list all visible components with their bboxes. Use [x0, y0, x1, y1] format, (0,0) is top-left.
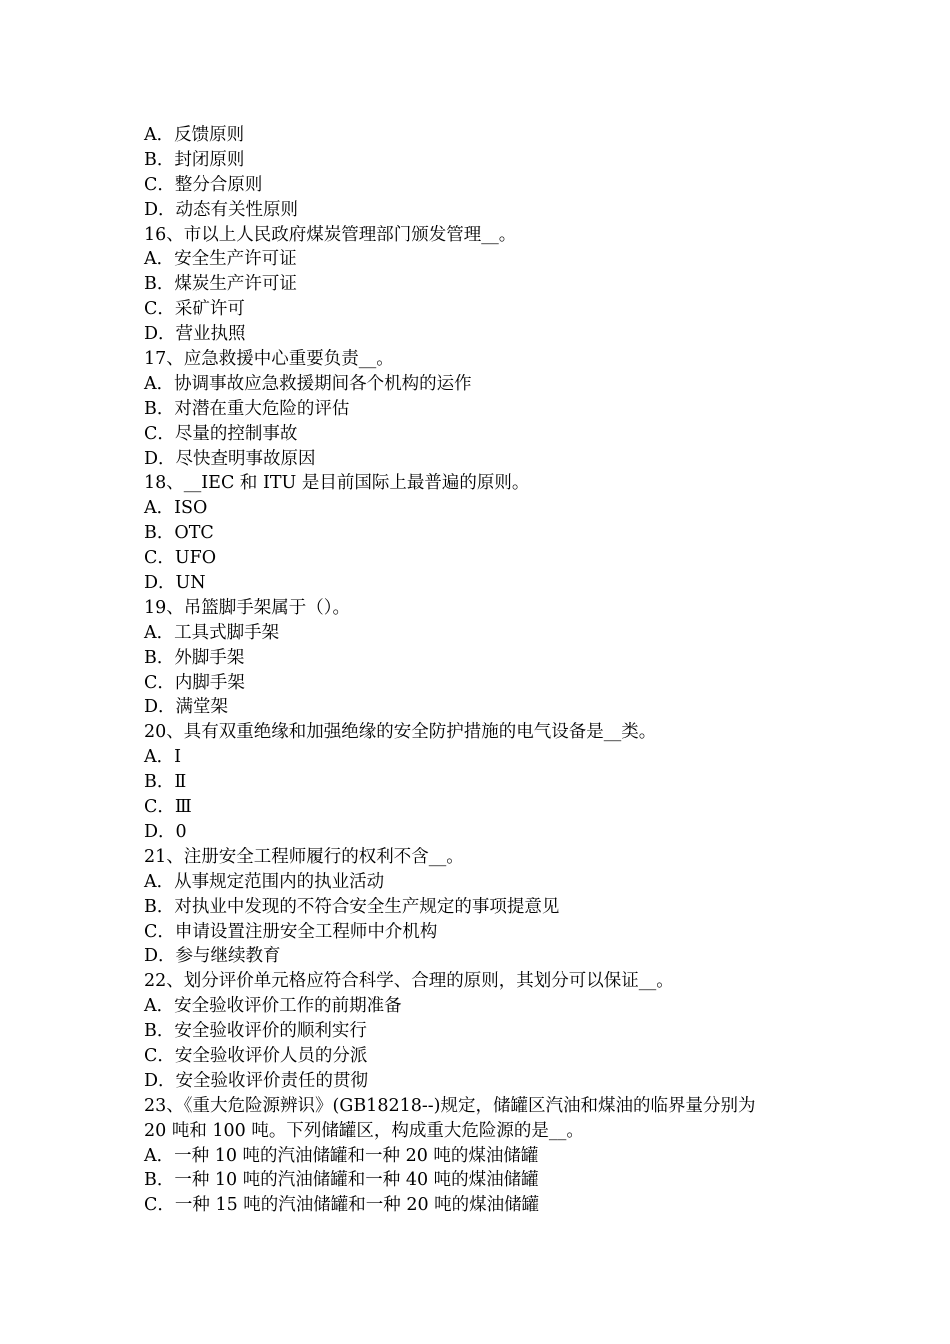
option-line: C．整分合原则: [144, 174, 263, 195]
option-line: B．Ⅱ: [144, 772, 187, 793]
option-line: D．参与继续教育: [144, 946, 281, 967]
option-line: B．OTC: [144, 523, 214, 544]
question-23-line-2: 20 吨和 100 吨。下列储罐区，构成重大危险源的是__。: [144, 1120, 584, 1141]
option-line: B．外脚手架: [144, 647, 245, 668]
option-line: C．UFO: [144, 548, 217, 569]
option-line: B．煤炭生产许可证: [144, 274, 297, 295]
question-19: 19、吊篮脚手架属于（）。: [144, 597, 351, 618]
option-line: C．Ⅲ: [144, 797, 192, 818]
option-line: B．对执业中发现的不符合安全生产规定的事项提意见: [144, 896, 560, 917]
option-line: C．一种 15 吨的汽油储罐和一种 20 吨的煤油储罐: [144, 1195, 540, 1216]
option-line: C．采矿许可: [144, 299, 245, 320]
option-line: C．内脚手架: [144, 672, 245, 693]
option-line: A．从事规定范围内的执业活动: [144, 871, 385, 892]
option-line: B．安全验收评价的顺利实行: [144, 1021, 367, 1042]
option-line: A．安全生产许可证: [144, 249, 297, 270]
option-line: B．对潜在重大危险的评估: [144, 398, 350, 419]
option-line: A．ISO: [144, 498, 208, 519]
option-line: A．Ⅰ: [144, 747, 182, 768]
option-line: D．安全验收评价责任的贯彻: [144, 1070, 369, 1091]
option-line: A．一种 10 吨的汽油储罐和一种 20 吨的煤油储罐: [144, 1145, 539, 1166]
option-line: B．封闭原则: [144, 149, 245, 170]
option-line: D．0: [144, 821, 187, 842]
option-line: D．尽快查明事故原因: [144, 448, 316, 469]
document-body: [144, 123, 824, 1218]
question-17: 17、应急救援中心重要负责__。: [144, 349, 394, 370]
option-line: A．协调事故应急救援期间各个机构的运作: [144, 373, 472, 394]
question-22: 22、划分评价单元格应符合科学、合理的原则，其划分可以保证__。: [144, 971, 674, 992]
option-line: D．UN: [144, 573, 206, 594]
question-20: 20、具有双重绝缘和加强绝缘的安全防护措施的电气设备是__类。: [144, 722, 657, 743]
question-16: 16、市以上人民政府煤炭管理部门颁发管理__。: [144, 224, 517, 245]
question-21: 21、注册安全工程师履行的权利不含__。: [144, 846, 464, 867]
question-23-line-1: 23、《重大危险源辨识》(GB18218--)规定，储罐区汽油和煤油的临界量分别为: [144, 1095, 756, 1116]
question-18: 18、__IEC 和 ITU 是目前国际上最普遍的原则。: [144, 473, 530, 494]
option-line: D．满堂架: [144, 697, 229, 718]
option-line: A．工具式脚手架: [144, 622, 280, 643]
option-line: D．动态有关性原则: [144, 199, 299, 220]
option-line: C．申请设置注册安全工程师中介机构: [144, 921, 438, 942]
option-line: C．尽量的控制事故: [144, 423, 298, 444]
option-line: A．反馈原则: [144, 125, 245, 145]
option-line: A．安全验收评价工作的前期准备: [144, 996, 402, 1017]
option-line: B．一种 10 吨的汽油储罐和一种 40 吨的煤油储罐: [144, 1170, 539, 1191]
option-line: C．安全验收评价人员的分派: [144, 1045, 368, 1066]
option-line: D．营业执照: [144, 324, 246, 345]
